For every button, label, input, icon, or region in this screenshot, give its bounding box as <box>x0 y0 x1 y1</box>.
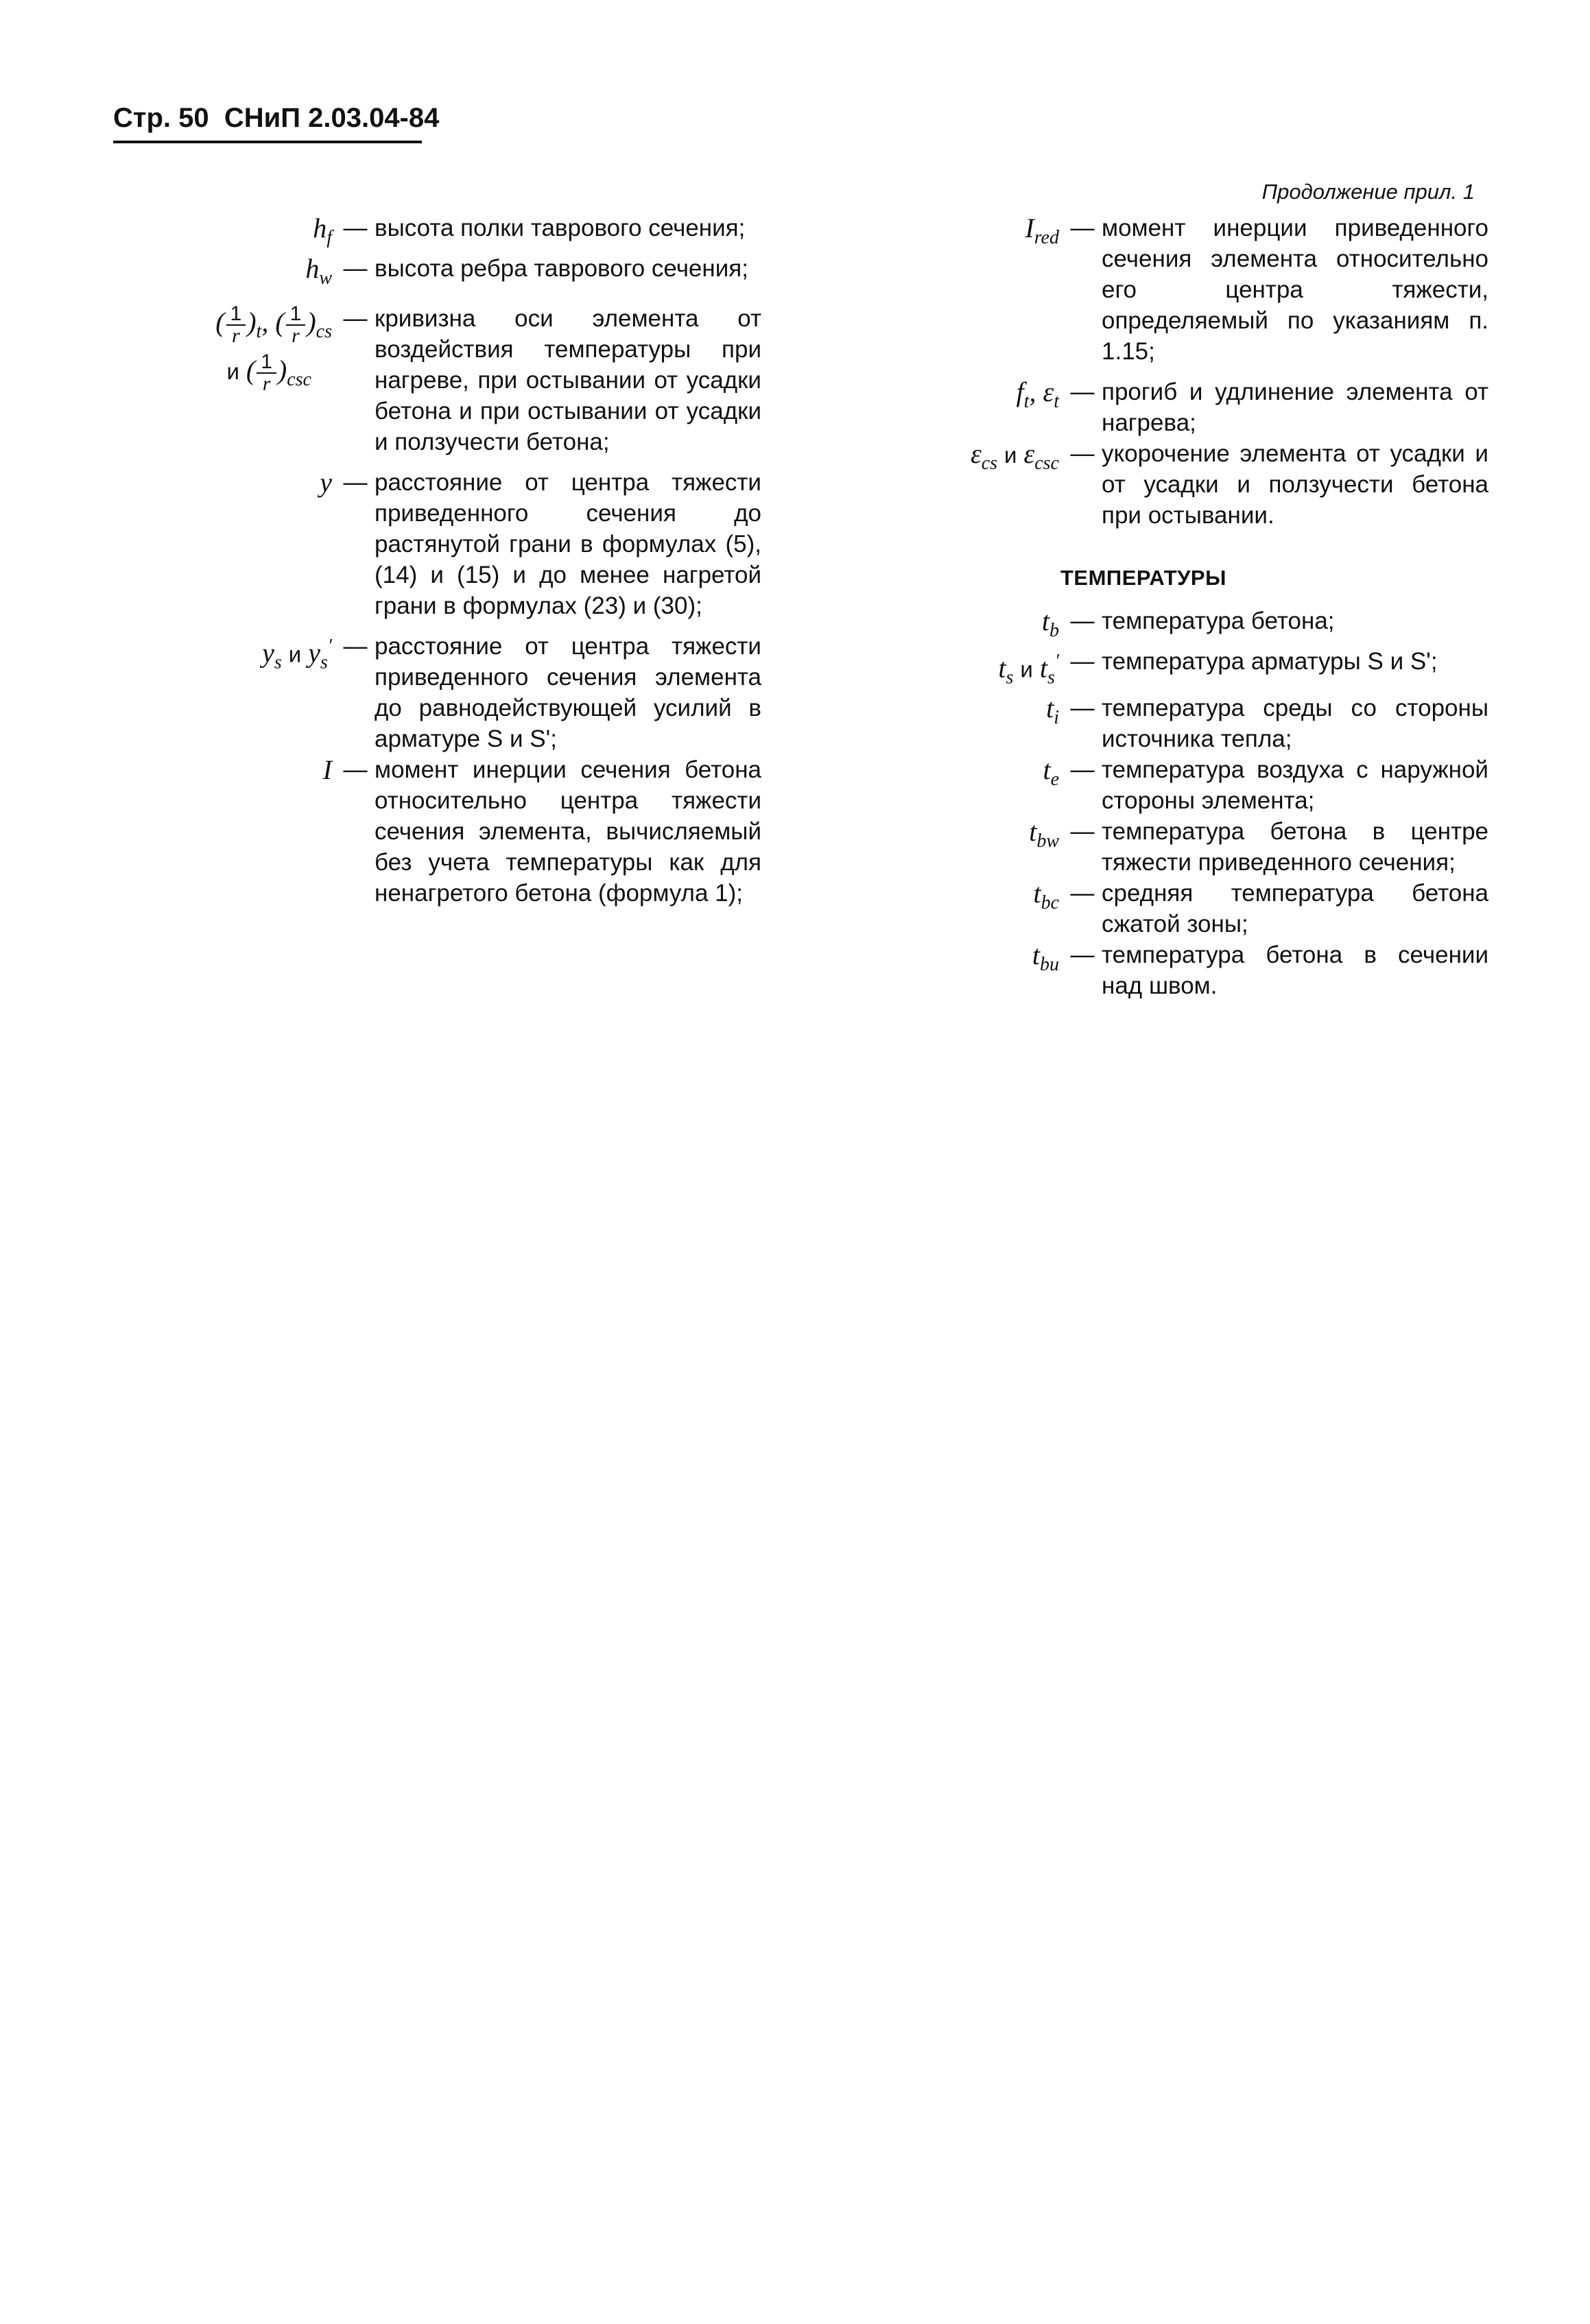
symbol-hw: $h_w$ <box>305 253 332 289</box>
definition-entry <box>885 438 1488 531</box>
dash: — <box>1070 648 1095 675</box>
dash: — <box>343 215 368 241</box>
definition-text: температура бетона в центре тяжести приведенного сечения; <box>1102 818 1488 876</box>
symbol-Ired: $I_{red}$ <box>1025 213 1059 248</box>
definition-entry <box>117 303 761 457</box>
definition-entry <box>885 213 1488 367</box>
definition-entry <box>885 878 1488 939</box>
symbol-y: y <box>320 467 332 498</box>
left-column <box>117 213 761 909</box>
dash: — <box>343 756 368 783</box>
dash: — <box>343 305 368 332</box>
symbol-ti: $t_i$ <box>1046 693 1059 729</box>
symbol-tbw: $t_{bw}$ <box>1029 816 1059 852</box>
definition-entry <box>117 754 761 909</box>
definition-entry <box>885 693 1488 754</box>
definition-entry <box>117 631 761 754</box>
dash: — <box>1070 695 1095 722</box>
definition-entry <box>885 939 1488 1001</box>
symbol-curvature: ( $\frac{1}{r}$ )$_t$, ( $\frac{1}{r}$ )$_{cs}$ и ( $\frac{1}{r}$ )$_{csc}$ <box>215 302 332 395</box>
document-code: СНиП 2.03.04-84 <box>224 103 440 133</box>
symbol-ft-et: $f_t$, $\varepsilon_t$ <box>1016 376 1059 412</box>
dash: — <box>1070 756 1095 784</box>
symbol-hf: $h_f$ <box>313 213 332 248</box>
symbol-ts: $t_s$ и $t_s'$ <box>998 651 1059 688</box>
definition-text: средняя температура бетона сжатой зоны; <box>1102 880 1488 938</box>
definition-text: момент инерции сечения бетона относительно центра тяжести сечения элемента, вычисляемый без учета температуры как для ненагретого бетона (формула 1); <box>375 756 761 907</box>
definition-entry <box>885 646 1488 693</box>
dash: — <box>343 633 368 660</box>
definition-text: кривизна оси элемента от воздействия температуры при нагреве, при остывании от усадки бетона и при остывании от усадки и ползучести бетона; <box>375 305 761 455</box>
definition-text: укорочение элемента от усадки и от усадки и ползучести бетона при остывании. <box>1102 440 1488 529</box>
definition-text: температура воздуха с наружной стороны элемента; <box>1102 756 1488 815</box>
symbol-tbc: $t_{bc}$ <box>1033 878 1059 914</box>
definition-text: температура среды со стороны источника тепла; <box>1102 695 1488 753</box>
dash: — <box>1070 379 1095 405</box>
symbol-tbu: $t_{bu}$ <box>1032 939 1059 976</box>
continuation-note: Продолжение прил. 1 <box>1261 180 1475 204</box>
dash: — <box>1070 215 1095 241</box>
symbol-I: I <box>322 754 332 785</box>
definition-entry <box>117 213 761 253</box>
definition-entry <box>885 606 1488 646</box>
dash: — <box>1070 608 1095 634</box>
dash: — <box>1070 880 1095 907</box>
definition-text: момент инерции приведенного сечения элемента относительно его центра тяжести, определяемый по указаниям п. 1.15; <box>1102 215 1488 365</box>
definition-text: высота ребра таврового сечения; <box>375 255 748 282</box>
definition-text: расстояние от центра тяжести приведенного сечения элемента до равнодействующей усилий в арматуре S и S'; <box>375 633 761 752</box>
page-header <box>113 103 439 134</box>
definition-text: высота полки таврового сечения; <box>375 215 746 241</box>
definition-text: расстояние от центра тяжести приведенного сечения до растянутой грани в формулах (5), (14) и (15) и до менее нагретой грани в формулах (23) и (30); <box>375 469 761 619</box>
definition-entry <box>117 253 761 294</box>
symbol-ys: $y_s$ и $y_s'$ <box>262 636 332 673</box>
dash: — <box>1070 440 1095 467</box>
page-number: Стр. 50 <box>113 103 209 133</box>
symbol-tb: $t_b$ <box>1041 606 1059 641</box>
symbol-ecs: $\varepsilon_{cs}$ и $\varepsilon_{csc}$ <box>970 438 1059 474</box>
definition-text: температура бетона; <box>1102 608 1335 634</box>
definition-entry <box>885 816 1488 878</box>
dash: — <box>343 255 368 282</box>
definition-text: температура арматуры S и S'; <box>1102 648 1438 675</box>
header-underline <box>113 141 422 143</box>
dash: — <box>1070 818 1095 846</box>
definition-entry <box>885 754 1488 816</box>
definition-text: прогиб и удлинение элемента от нагрева; <box>1102 379 1488 436</box>
definition-text: температура бетона в сечении над швом. <box>1102 942 1488 1000</box>
dash: — <box>343 469 368 496</box>
section-title: ТЕМПЕРАТУРЫ <box>1060 566 1226 590</box>
definition-entry <box>117 467 761 621</box>
definition-entry <box>885 376 1488 438</box>
symbol-te: $t_e$ <box>1043 754 1059 791</box>
right-column <box>885 213 1488 1001</box>
dash: — <box>1070 942 1095 969</box>
